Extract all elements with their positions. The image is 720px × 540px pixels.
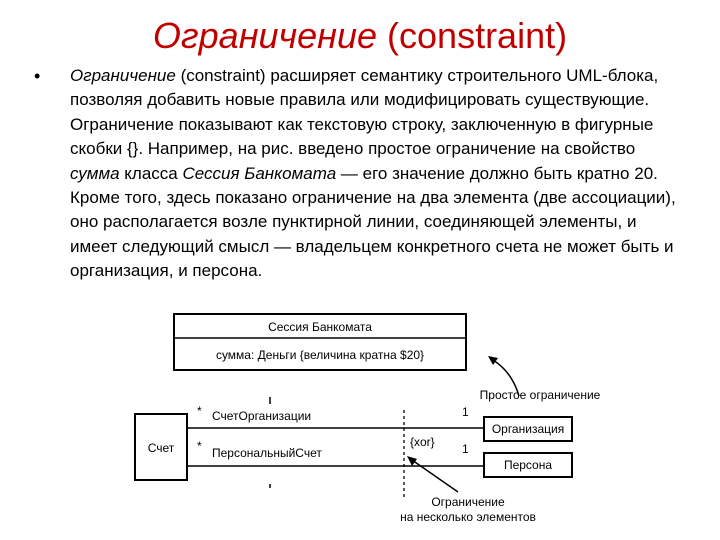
mult-one-top: 1 <box>462 405 469 419</box>
para-term-class: Сессия Банкомата <box>182 163 337 183</box>
title-italic: Ограничение <box>152 15 378 56</box>
para-text-3: — его значение должно быть кратно 20. Кроме того, здесь показано ограничение на два элемента (две ассоциации), оно располагается возле пунктирной линии, соединяющей элементы, и имеет следующий смысл — владельцем конкретного счета не может быть и организация, и персона. <box>70 163 676 281</box>
bullet-dot: • <box>34 66 41 86</box>
role-personal-account: ПерсональныйСчет <box>212 446 322 460</box>
mult-one-bottom: 1 <box>462 442 469 456</box>
role-org-account: СчетОрганизации <box>212 409 312 423</box>
person-class <box>484 453 572 477</box>
person-name: Персона <box>503 458 553 472</box>
callout-simple-label: Простое ограничение <box>479 388 601 402</box>
callout-multi-line2: на несколько элементов <box>400 510 536 524</box>
callout-arrowhead-multi <box>407 456 417 466</box>
organization-name: Организация <box>491 422 565 436</box>
callout-multi-line1: Ограничение <box>431 495 505 509</box>
callout-arrowhead-simple <box>488 356 498 365</box>
para-text-1: (constraint) расширяет семантику строительного UML-блока, позволяя добавить новые правила или модифицировать существующие. Ограничение показывают как текстовую строку, заключенную в фигурные скобки {}. Например, на рис. введено простое ограничение на свойство <box>70 66 659 159</box>
mult-star-top: * <box>197 404 202 418</box>
atm-session-name: Сессия Банкомата <box>268 320 372 334</box>
mult-star-bottom: * <box>197 439 202 453</box>
callout-line-multi <box>412 460 458 492</box>
para-term-sum: сумма <box>70 163 120 183</box>
atm-session-attribute: сумма: Деньги {величина кратна $20} <box>215 348 425 362</box>
atm-session-class <box>174 314 466 370</box>
para-term: Ограничение <box>70 66 176 85</box>
organization-class <box>484 417 572 441</box>
account-name: Счет <box>147 441 175 455</box>
title-rest: (constraint) <box>377 15 568 56</box>
xor-label: {xor} <box>410 435 435 449</box>
account-class <box>135 414 187 480</box>
para-text-2: класса <box>119 163 183 183</box>
